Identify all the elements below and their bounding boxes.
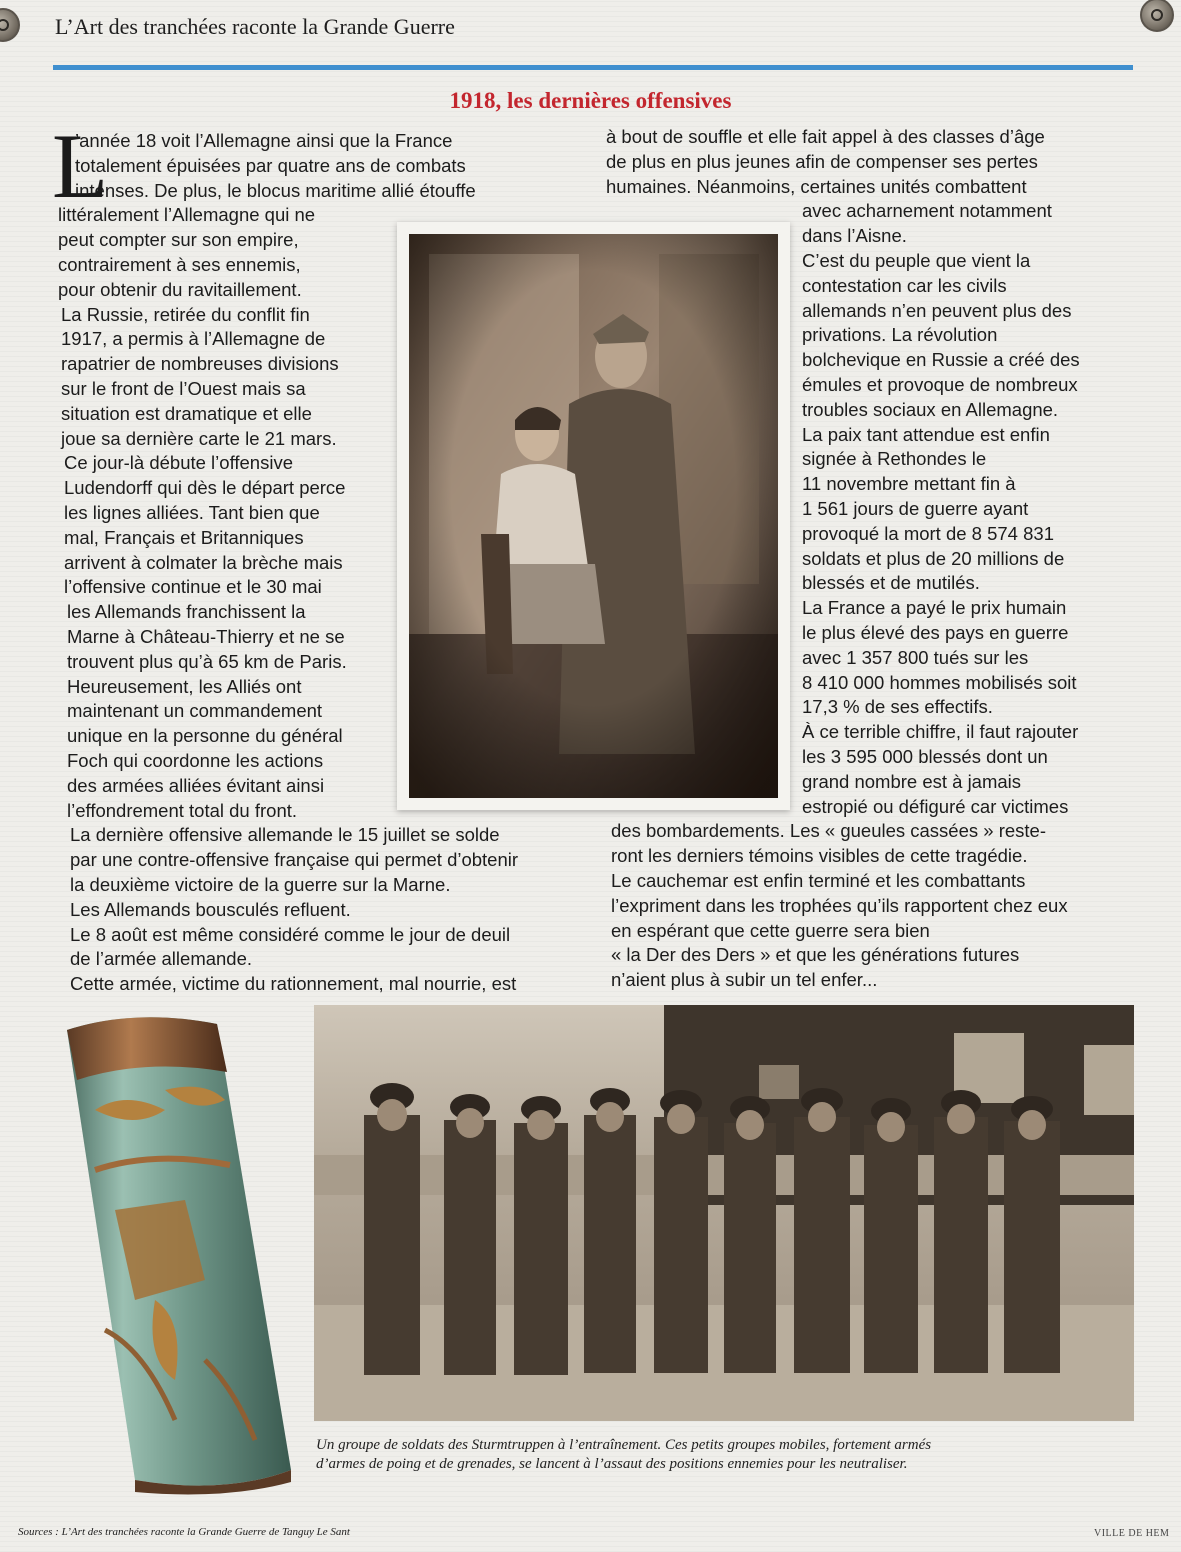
text-line: estropié ou défiguré car victimes	[802, 795, 1069, 817]
text-line: allemands n’en peuvent plus des	[802, 299, 1072, 321]
sturmtruppen-group-photo	[314, 1005, 1134, 1421]
text-line: La dernière offensive allemande le 15 juillet se solde	[70, 824, 500, 846]
text-line: trouvent plus qu’à 65 km de Paris.	[67, 650, 347, 672]
text-line: l’offensive continue et le 30 mai	[64, 576, 322, 598]
text-line: Marne à Château-Thierry et ne se	[67, 626, 345, 647]
text-line: 17,3 % de ses effectifs.	[802, 696, 993, 718]
text-line: mal, Français et Britanniques	[64, 526, 304, 548]
text-line: sur le front de l’Ouest mais sa	[61, 378, 306, 399]
header-title: L’Art des tranchées raconte la Grande Guerre	[55, 14, 455, 39]
text-line: arrivent à colmater la brèche mais	[64, 551, 343, 573]
text-line: Les Allemands bousculés refluent.	[70, 898, 351, 920]
couple-portrait-photo	[397, 222, 790, 810]
text-line: Le cauchemar est enfin terminé et les combattants	[611, 870, 1026, 891]
text-line: les lignes alliées. Tant bien que	[64, 502, 320, 523]
text-line: La France a payé le prix humain	[802, 597, 1067, 619]
sources-note: Sources : L’Art des tranchées raconte la Grande Guerre de Tanguy Le Sant	[18, 1526, 350, 1538]
caption-line: Un groupe de soldats des Sturmtruppen à l’entraînement. Ces petits groupes mobiles, fortement armés	[316, 1437, 932, 1453]
text-line: dans l’Aisne.	[802, 225, 907, 247]
engraved-shell-casing-image	[55, 1000, 295, 1495]
text-line: ’année 18 voit l’Allemagne ainsi que la France	[75, 130, 453, 151]
text-line: n’aient plus à subir un tel enfer...	[611, 969, 878, 991]
text-line: unique en la personne du général	[67, 725, 343, 747]
text-line: le plus élevé des pays en guerre	[802, 622, 1069, 643]
caption-line: d’armes de poing et de grenades, se lancent à l’assaut des positions ennemies pour les neutraliser.	[316, 1456, 908, 1472]
text-line: 1 561 jours de guerre ayant	[802, 498, 1029, 519]
text-line: des armées alliées évitant ainsi	[67, 774, 325, 796]
text-line: littéralement l’Allemagne qui ne	[58, 204, 316, 226]
text-line: des bombardements. Les « gueules cassées » reste-	[611, 820, 1046, 842]
panel-screw-right	[1140, 0, 1174, 32]
text-line: l’effondrement total du front.	[67, 799, 298, 821]
header-rule	[53, 65, 1133, 70]
text-line: La paix tant attendue est enfin	[802, 423, 1050, 445]
text-line: joue sa dernière carte le 21 mars.	[61, 427, 337, 449]
text-line: troubles sociaux en Allemagne.	[802, 398, 1059, 420]
text-line: peut compter sur son empire,	[58, 229, 299, 251]
text-line: À ce terrible chiffre, il faut rajouter	[802, 721, 1079, 743]
text-line: de l’armée allemande.	[70, 948, 253, 970]
text-line: totalement épuisées par quatre ans de combats	[75, 154, 466, 176]
text-line: de plus en plus jeunes afin de compenser ses pertes	[606, 150, 1038, 172]
text-line: les 3 595 000 blessés dont un	[802, 746, 1048, 767]
text-line: avec acharnement notamment	[802, 200, 1052, 222]
text-line: ront les derniers témoins visibles de cette tragédie.	[611, 845, 1028, 867]
text-line: Le 8 août est même considéré comme le jour de deuil	[70, 923, 511, 945]
text-line: 8 410 000 hommes mobilisés soit	[802, 671, 1077, 693]
text-line: blessés et de mutilés.	[802, 572, 980, 594]
text-line: par une contre-offensive française qui permet d’obtenir	[70, 849, 519, 871]
town-logo: VILLE DE HEM	[1094, 1528, 1170, 1539]
text-line: maintenant un commandement	[67, 700, 323, 722]
text-line: La Russie, retirée du conflit fin	[61, 303, 310, 325]
panel-screw-left	[0, 8, 20, 42]
text-line: privations. La révolution	[802, 324, 998, 346]
text-line: intenses. De plus, le blocus maritime allié étouffe	[75, 179, 476, 201]
text-line: avec 1 357 800 tués sur les	[802, 646, 1029, 668]
text-line: bolchevique en Russie a créé des	[802, 349, 1080, 371]
text-line: contestation car les civils	[802, 274, 1007, 296]
text-line: Ce jour-là débute l’offensive	[64, 452, 293, 474]
text-line: émules et provoque de nombreux	[802, 374, 1078, 395]
text-line: rapatrier de nombreuses divisions	[61, 353, 339, 375]
text-line: humaines. Néanmoins, certaines unités combattent	[606, 175, 1027, 197]
text-line: les Allemands franchissent la	[67, 601, 306, 623]
text-line: Ludendorff qui dès le départ perce	[64, 477, 346, 499]
text-line: soldats et plus de 20 millions de	[802, 547, 1065, 569]
text-line: grand nombre est à jamais	[802, 770, 1022, 792]
text-line: C’est du peuple que vient la	[802, 250, 1031, 271]
text-line: l’expriment dans les trophées qu’ils rapportent chez eux	[611, 894, 1068, 916]
text-line: provoqué la mort de 8 574 831	[802, 522, 1054, 544]
text-line: pour obtenir du ravitaillement.	[58, 278, 302, 300]
text-line: Cette armée, victime du rationnement, mal nourrie, est	[70, 973, 517, 995]
photo-caption	[316, 1436, 1136, 1474]
text-line: à bout de souffle et elle fait appel à des classes d’âge	[606, 126, 1045, 147]
text-line: signée à Rethondes le	[802, 448, 987, 470]
text-line: la deuxième victoire de la guerre sur la Marne.	[70, 874, 451, 895]
text-line: 11 novembre mettant fin à	[802, 473, 1016, 495]
text-line: Foch qui coordonne les actions	[67, 750, 324, 771]
drop-cap: L	[52, 115, 109, 217]
text-line: contrairement à ses ennemis,	[58, 254, 301, 275]
text-line: en espérant que cette guerre sera bien	[611, 919, 930, 941]
text-line: situation est dramatique et elle	[61, 402, 312, 424]
text-line: Heureusement, les Alliés ont	[67, 675, 302, 697]
text-line: 1917, a permis à l’Allemagne de	[61, 328, 326, 350]
text-line: « la Der des Ders » et que les générations futures	[611, 944, 1020, 966]
article-title: 1918, les dernières offensives	[449, 88, 732, 113]
